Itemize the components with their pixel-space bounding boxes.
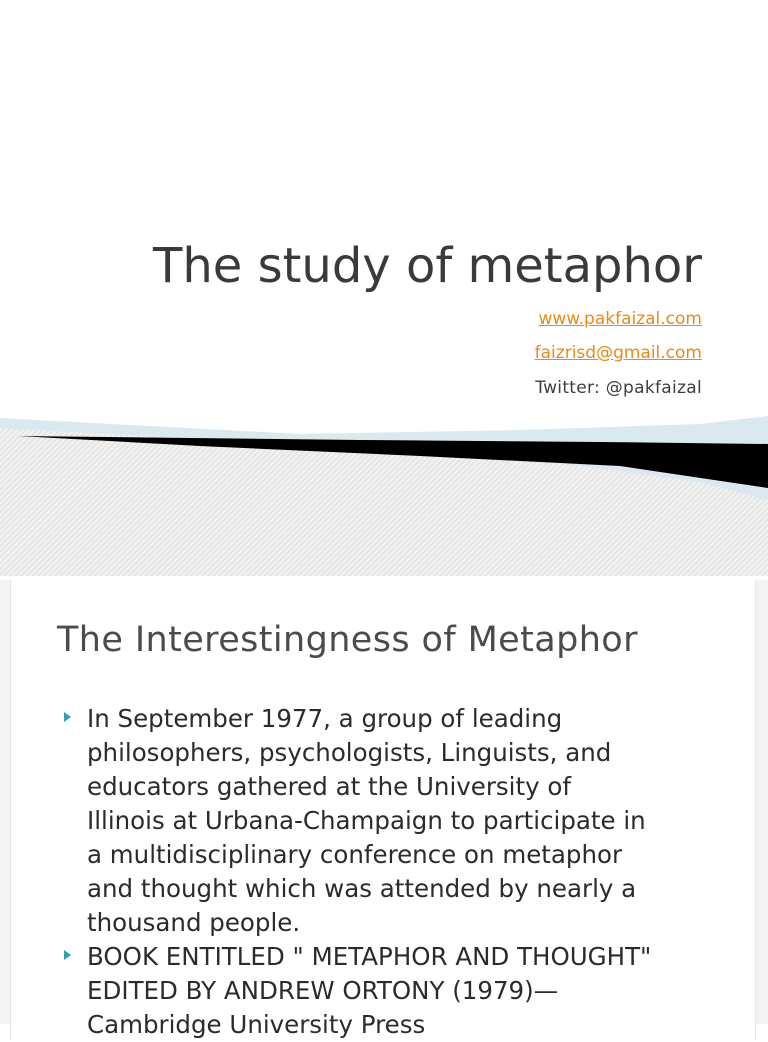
bullet-line: educators gathered at the University of [87, 772, 571, 801]
email-link[interactable]: faizrisd@gmail.com [534, 343, 702, 363]
content-slide [0, 580, 768, 1039]
bullet-line: and thought which was attended by nearly a [87, 874, 637, 903]
bullet-line: Cambridge University Press [87, 1010, 426, 1039]
decorative-swoosh [0, 410, 768, 576]
bullet-list [59, 702, 749, 1042]
bullet-item [59, 940, 749, 1042]
bullet-line: a multidisciplinary conference on metaphor [87, 840, 623, 869]
bullet-line: thousand people. [87, 908, 301, 937]
bullet-line: In September 1977, a group of leading [87, 704, 563, 733]
bullet-line: EDITED BY ANDREW ORTONY (1979)— [87, 976, 559, 1005]
content-panel [10, 580, 756, 1040]
bullet-item [59, 702, 749, 940]
triangle-bullet-icon [64, 950, 71, 960]
bullet-line: Illinois at Urbana-Champaign to participate in [87, 806, 646, 835]
triangle-bullet-icon [64, 712, 71, 722]
bullet-line: philosophers, psychologists, Linguists, and [87, 738, 612, 767]
twitter-handle: Twitter: @pakfaizal [535, 378, 702, 398]
website-link[interactable]: www.pakfaizal.com [538, 309, 702, 329]
content-title: The Interestingness of Metaphor [57, 620, 638, 660]
bullet-line: BOOK ENTITLED " METAPHOR AND THOUGHT" [87, 942, 652, 971]
slide-title: The study of metaphor [153, 238, 702, 294]
